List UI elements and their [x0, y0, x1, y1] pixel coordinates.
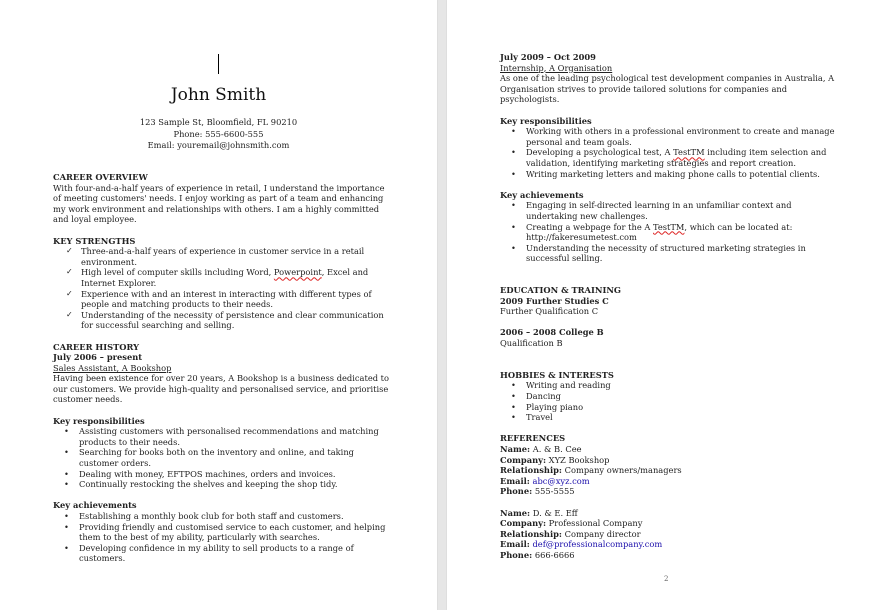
text-cursor [218, 54, 219, 74]
education-item-detail: Further Qualification C [500, 306, 599, 317]
ref-label: Name: [500, 443, 531, 454]
responsibilities-heading: Key responsibilities [500, 115, 592, 126]
job-dates: July 2009 – Oct 2009 [500, 52, 596, 62]
list-item: • Establishing a monthly book club for both staff and customers. [53, 511, 393, 522]
list-item: • Understanding the necessity of structured marketing strategies in successful selling. [500, 243, 840, 264]
overview-heading: CAREER OVERVIEW [53, 172, 148, 182]
job-description: Having been existence for over 20 years, A Bookshop is a business dedicated to our customers. We provide high-quality and personalised service, and prioritise customer needs. [53, 373, 390, 405]
phone: Phone: 555-6600-555 [173, 128, 264, 139]
reference-1 [500, 444, 840, 497]
list-item: • Playing piano [500, 402, 840, 413]
education-heading: EDUCATION & TRAINING [500, 285, 621, 296]
ref-label: Phone: [500, 549, 533, 560]
ref-label: Email: [500, 539, 530, 550]
spelling-error-mark[interactable]: Powerpoint [273, 267, 322, 278]
ref-name: D. & E. Eff [532, 507, 578, 518]
ref-label: Name: [500, 507, 531, 518]
ref-label: Company: [500, 518, 547, 529]
list-item: • Travel [500, 412, 840, 423]
education-item-title: 2009 Further Studies C [500, 295, 609, 306]
list-item: ✓ Experience with and an interest in interacting with different types of people and matching products to their needs. [53, 289, 393, 310]
achievements-heading: Key achievements [500, 189, 584, 200]
list-item: • Engaging in self-directed learning in an unfamiliar context and undertaking new challenges. [500, 200, 840, 221]
ref-relationship: Company director [564, 528, 641, 539]
list-item: • Providing friendly and customised service to each customer, and helping them to the best of my ability, particularly with searches. [53, 522, 393, 543]
list-item: ✓ High level of computer skills including Word, Powerpoint, Excel and Internet Explorer. [53, 267, 393, 288]
list-item: • Developing a psychological test, A TestTM including item selection and validation, identifying marketing strategies and report creation. [500, 147, 840, 168]
history-heading: CAREER HISTORY [53, 341, 140, 352]
ref-email-link[interactable]: abc@xyz.com [532, 475, 590, 486]
list-item: • Searching for books both on the inventory and online, and taking customer orders. [53, 447, 393, 468]
list-item: • Continually restocking the shelves and keeping the shop tidy. [53, 479, 393, 490]
education-item-detail: Qualification B [500, 338, 563, 349]
reference-2 [500, 508, 840, 561]
document-page-1[interactable] [0, 0, 437, 610]
achievements-heading: Key achievements [53, 500, 137, 511]
ref-label: Phone: [500, 486, 533, 497]
achievements-list [500, 200, 840, 264]
list-item: • Assisting customers with personalised recommendations and matching products to their needs. [53, 426, 393, 447]
ref-label: Relationship: [500, 528, 562, 539]
ref-email-link[interactable]: def@professionalcompany.com [532, 539, 663, 550]
list-item: • Creating a webpage for the A TestTM, which can be located at: http://fakeresumetest.com [500, 222, 840, 243]
spelling-error-mark[interactable]: TestTM [653, 221, 685, 232]
spelling-error-mark[interactable]: TestTM [673, 147, 705, 158]
ref-company: Professional Company [548, 518, 643, 529]
list-item: • Writing marketing letters and making phone calls to potential clients. [500, 169, 840, 180]
page1-body [53, 172, 393, 564]
job-title: Sales Assistant, A Bookshop [53, 362, 172, 373]
ref-label: Email: [500, 475, 530, 486]
page-number: 2 [664, 575, 669, 583]
ref-phone: 555-5555 [534, 486, 575, 497]
list-item: ✓ Three-and-a-half years of experience in customer service in a retail environment. [53, 246, 393, 267]
list-item: • Dancing [500, 391, 840, 402]
hobbies-list [500, 380, 840, 422]
resume-name: John Smith [170, 85, 267, 105]
email: Email: youremail@johnsmith.com [147, 140, 290, 150]
contact-block [0, 117, 437, 152]
job-description: As one of the leading psychological test development companies in Australia, A Organisation strives to provide tailored solutions for companies and psychologists. [500, 73, 835, 105]
document-page-2[interactable] [447, 0, 888, 610]
list-item: • Writing and reading [500, 380, 840, 391]
address: 123 Sample St, Bloomfield, FL 90210 [139, 117, 298, 127]
list-item: • Working with others in a professional environment to create and manage personal and team goals. [500, 126, 840, 147]
ref-label: Relationship: [500, 465, 562, 476]
strengths-list [53, 246, 393, 331]
list-item: • Dealing with money, EFTPOS machines, orders and invoices. [53, 469, 393, 480]
ref-phone: 666-6666 [534, 549, 575, 560]
ref-relationship: Company owners/managers [564, 465, 682, 476]
job-title: Internship, A Organisation [500, 62, 613, 73]
job-dates: July 2006 – present [53, 352, 143, 363]
responsibilities-list [500, 126, 840, 179]
education-item-title: 2006 – 2008 College B [500, 327, 604, 338]
responsibilities-list [53, 426, 393, 490]
hobbies-heading: HOBBIES & INTERESTS [500, 369, 614, 380]
ref-company: XYZ Bookshop [548, 454, 610, 465]
achievements-list [53, 511, 393, 564]
ref-name: A. & B. Cee [532, 443, 582, 454]
references-heading: REFERENCES [500, 433, 566, 444]
list-item: • Developing confidence in my ability to sell products to a range of customers. [53, 543, 393, 564]
responsibilities-heading: Key responsibilities [53, 415, 145, 426]
ref-label: Company: [500, 454, 547, 465]
overview-text: With four-and-a-half years of experience in retail, I understand the importance of meeting customers' needs. I enjoy working as part of a team and enhancing my work environment and relationships with others. I am a highly committed and loyal employee. [53, 182, 385, 225]
page2-body [500, 52, 840, 561]
strengths-heading: KEY STRENGTHS [53, 235, 136, 246]
list-item: ✓ Understanding of the necessity of persistence and clear communication for successful searching and selling. [53, 310, 393, 331]
